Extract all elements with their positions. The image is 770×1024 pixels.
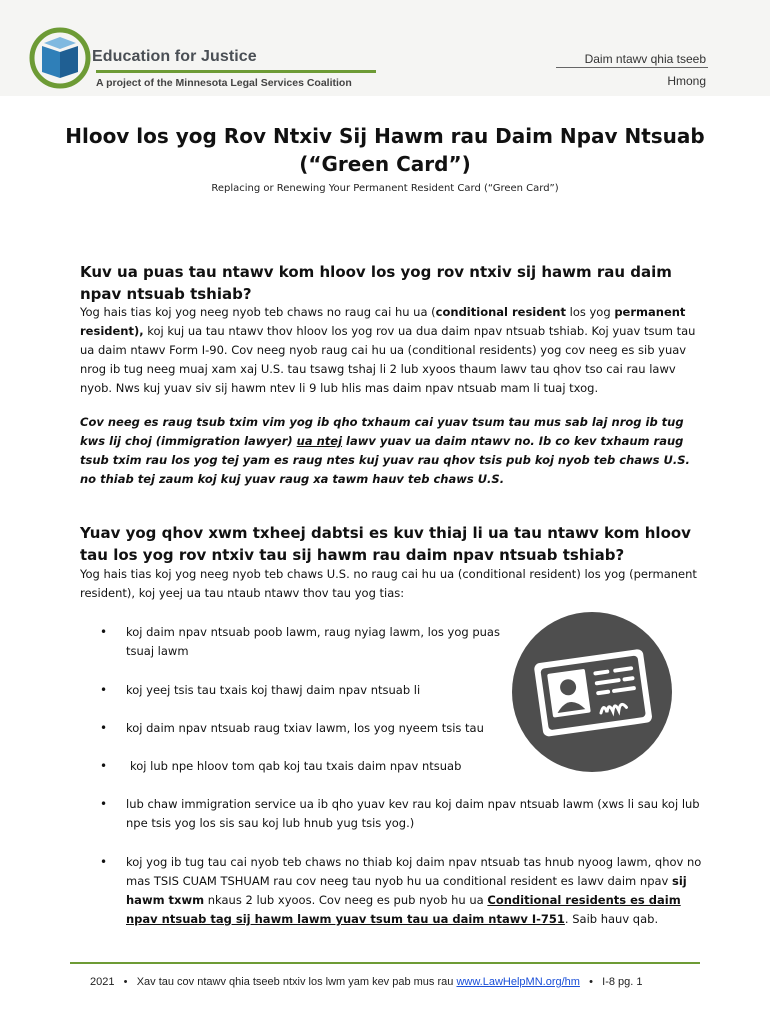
list-item-text: koj yeej tsis tau txais koj thawj daim npav ntsuab li <box>126 683 421 697</box>
text-run: Cov neeg es raug tsub txim vim yog ib qho txhaum cai yuav tsum tau mus sab laj nrog ib tug kws lij choj (immigration lawyer) <box>80 415 684 448</box>
section-2-intro: Yog hais tias koj yog neeg nyob teb chaws U.S. no raug cai hu ua (conditional resident) los yog (permanent resident), koj yeej ua tau ntaub ntawv thov tau yog tias: <box>80 567 697 600</box>
org-name: Education for Justice <box>92 48 257 65</box>
bullet-icon: • <box>100 797 108 811</box>
text-run: koj yog ib tug tau cai nyob teb chaws no thiab koj daim npav ntsuab tas hnub nyoog lawm, qhov no mas TSIS CUAM TSHUAM rau cov neeg tau nyob hu ua conditional resident es lawv daim npav <box>126 855 702 888</box>
page-subtitle: Replacing or Renewing Your Permanent Resident Card (“Green Card”) <box>211 183 559 194</box>
underlined-term: Conditional residents es daim npav ntsuab tag sij hawm lawm yuav tsum tau ua daim ntawv I-751 <box>126 893 681 926</box>
book-logo-icon <box>26 22 96 92</box>
footer-separator: • <box>589 976 593 988</box>
list-item-text: lub chaw immigration service ua ib qho yuav kev rau koj daim npav ntsuab lawm (xws li sau koj lub npe tsis yog los sis sau koj lub hnub yug tsis yog.) <box>126 797 700 830</box>
language-label: Hmong <box>667 74 706 88</box>
text-run: . Saib hauv qab. <box>564 912 659 926</box>
bullet-icon: • <box>100 625 108 639</box>
list-item-text: koj daim npav ntsuab raug txiav lawm, los yog nyeem tsis tau <box>126 721 484 735</box>
list-item-text: koj daim npav ntsuab poob lawm, raug nyiag lawm, los yog puas tsuaj lawm <box>126 625 500 658</box>
bullet-icon: • <box>100 721 108 735</box>
section-2-heading: Yuav yog qhov xwm txheej dabtsi es kuv thiaj li ua tau ntawv kom hloov tau los yog rov ntxiv tau sij hawm rau daim npav ntsuab tshiab? <box>80 524 691 564</box>
text-run: nkaus 2 lub xyoos. Cov neeg es pub nyob hu ua <box>204 893 488 907</box>
list-item-text <box>126 853 706 929</box>
doc-type-label: Daim ntawv qhia tseeb <box>584 52 706 66</box>
id-card-icon <box>512 612 672 772</box>
footer-divider <box>70 962 700 964</box>
text-run: lawv yuav ua daim ntawv no. Ib co kev txhaum raug tsub txim rau los yog tej yam es raug ntes kuj yuav rau qhov tsis pub koj nyob teb chaws U.S. no thiab tej zaum koj kuj yuav raug xa tawm hauv teb chaws U.S. <box>80 434 690 486</box>
bullet-icon: • <box>100 683 108 697</box>
section-1-heading: Kuv ua puas tau ntawv kom hloov los yog rov ntxiv sij hawm rau daim npav ntsuab tshiab? <box>80 263 672 303</box>
bullet-icon: • <box>100 759 108 773</box>
footer-year: 2021 <box>90 976 115 988</box>
org-subtitle: A project of the Minnesota Legal Services Coalition <box>96 77 352 89</box>
bullet-icon: • <box>100 855 108 869</box>
page-number: I-8 pg. 1 <box>602 976 643 988</box>
title-line-2: (“Green Card”) <box>299 152 471 176</box>
text-run: los yog <box>565 305 615 319</box>
bold-term: sij hawm txwm <box>126 874 687 907</box>
footer <box>90 976 643 988</box>
lawhelp-link[interactable]: www.LawHelpMN.org/hm <box>456 976 580 988</box>
underlined-term: ua ntej <box>296 434 343 448</box>
text-run: koj kuj ua tau ntawv thov hloov los yog rov ua dua daim npav ntsuab tshiab. Koj yuav tsum tau ua daim ntawv Form I-90. Cov neeg nyob raug cai hu ua (conditional residents) yog cov neeg es sib yuav nrog ib tug neeg muaj xam xaj U.S. tau tsawg tshaj li 2 lub xyoos thaum lawv tau qhov tso cai rau lawv nyob. Nws kuj yuav siv sij hawm ntev li 9 lub hlis mas daim npav ntsuab mam li tuaj txog. <box>80 324 696 395</box>
footer-text: Xav tau cov ntawv qhia tseeb ntxiv los lwm yam kev pab mus rau <box>136 976 454 988</box>
bold-term: conditional resident <box>435 305 566 319</box>
text-run: Yog hais tias koj yog neeg nyob teb chaws no raug cai hu ua ( <box>80 305 436 319</box>
section-1-paragraph-1 <box>80 303 704 398</box>
header-divider <box>556 67 708 68</box>
org-divider <box>96 70 376 73</box>
bold-term: permanent resident), <box>80 305 686 338</box>
footer-separator: • <box>123 976 128 988</box>
title-line-1: Hloov los yog Rov Ntxiv Sij Hawm rau Daim Npav Ntsuab <box>65 124 705 148</box>
list-item-text: koj lub npe hloov tom qab koj tau txais daim npav ntsuab <box>130 759 462 773</box>
page-title <box>60 122 710 178</box>
section-1-warning <box>80 413 704 489</box>
